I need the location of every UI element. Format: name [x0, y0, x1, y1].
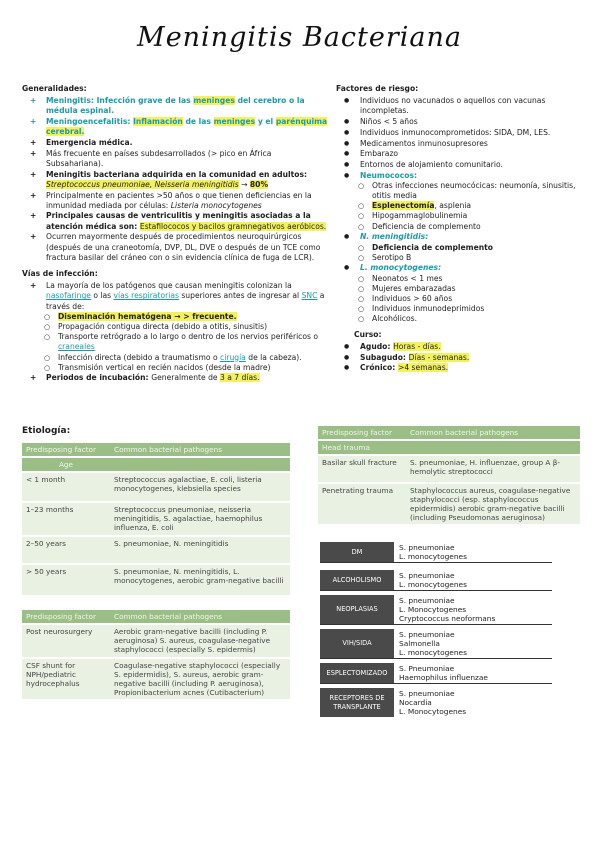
list-item: ○ Mujeres embarazadas: [336, 284, 581, 294]
page-title: Meningitis Bacteriana: [137, 22, 462, 53]
list-item: ○ Otras infecciones neumocócicas: neumonía, sinusitis, otitis media: [336, 181, 581, 201]
list-item: + Meningitis bacteriana adquirida en la comunidad en adultos: Streptococcus pneumoniae, Neisseria meningitidis → 80%: [22, 170, 328, 190]
list-item: ○ Infección directa (debido a traumatismo o cirugía de la cabeza).: [22, 353, 328, 363]
table-header: Common bacterial pathogens: [110, 443, 290, 456]
table-header: Predisposing factor: [22, 443, 110, 456]
table-row: Basilar skull fracture S. pneumoniae, H. influenzae, group A β-hemolytic streptococci: [318, 456, 580, 482]
list-item: ○ Alcohólicos.: [336, 314, 581, 324]
neurosurgery-table: [22, 608, 290, 701]
risk-groups: [320, 542, 552, 717]
list-item: ● Neumococos: ○ Otras infecciones neumocócicas: neumonía, sinusitis, otitis media ○ Esplenectomía, asplenia ○ Hipogammaglobulinemia ○ Deficiencia de complemento: [336, 171, 581, 232]
list-item: ● Entornos de alojamiento comunitario.: [336, 160, 581, 170]
list-item: ● L. monocytogenes: ○ Neonatos < 1 mes ○ Mujeres embarazadas ○ Individuos > 60 años ○ Individuos inmunodeprimidos ○ Alcohólicos.: [336, 263, 581, 324]
factores-heading: Factores de riesgo:: [336, 84, 419, 93]
list-item: ● Subagudo: Días - semanas.: [336, 353, 581, 363]
curso-list: [336, 342, 581, 374]
list-item: ○ Hipogammaglobulinemia: [336, 211, 581, 221]
list-item: ● Individuos inmunocomprometidos: SIDA, DM, LES.: [336, 128, 581, 138]
list-item: ● Embarazo: [336, 149, 581, 159]
table-row: 1–23 months Streptococcus pneumoniae, neisseria meningitidis, S. agalactiae, haemophilus influenza, E. coli: [22, 503, 290, 535]
table-row: < 1 month Streptococcus agalactiae, E. coli, listeria monocytogenes, klebsiella species: [22, 473, 290, 501]
table-subheader-empty: [406, 441, 580, 454]
list-item: ● N. meningitidis: ○ Deficiencia de complemento ○ Serotipo B: [336, 232, 581, 263]
list-item: ● Agudo: Horas - días.: [336, 342, 581, 352]
risk-row: ALCOHOLISMO S. pneumoniae L. monocytogenes: [320, 570, 552, 591]
table-header: Predisposing factor: [22, 610, 110, 623]
factores-list: [336, 96, 581, 324]
table-subheader: Age: [22, 458, 110, 471]
list-item: ○ Esplenectomía, asplenia: [336, 201, 581, 211]
list-item: + Principalmente en pacientes >50 años o que tienen deficiencias en la inmunidad mediada por células: Listeria monocytogenes: [22, 191, 328, 211]
list-item: ○ Serotipo B: [336, 253, 581, 263]
listeria-sublist: [336, 274, 581, 325]
table-header: Common bacterial pathogens: [110, 610, 290, 623]
head-trauma-table: [318, 424, 580, 526]
table-row: Post neurosurgery Aerobic gram-negative bacilli (including P. aeruginosa) S. aureus, coagulase-negative staphylococci (especially S. epidermis): [22, 625, 290, 657]
risk-row: NEOPLASIAS S. pneumoniae L. Monocytogenes Cryptococcus neoformans: [320, 595, 552, 625]
table-row: Penetrating trauma Staphylococcus aureus, coagulase-negative staphylococci (esp. staphylococcus epidermidis) aerobic gram-negative bacilli (including Pseudomonas aeruginosa): [318, 484, 580, 524]
risk-row: DM S. pneumoniae L. monocytogenes: [320, 542, 552, 563]
neumococos-sublist: [336, 181, 581, 232]
risk-row: RECEPTORES DE TRANSPLANTE S. pneumoniae Nocardia L. Monocytogenes: [320, 688, 552, 717]
list-item: ● Medicamentos inmunosupresores: [336, 139, 581, 149]
left-column: [22, 84, 328, 384]
list-item: + Más frecuente en países subdesarrollados (> pico en África Subsahariana).: [22, 149, 328, 169]
right-column: [336, 84, 581, 374]
list-item: ○ Propagación contigua directa (debido a otitis, sinusitis): [22, 322, 328, 332]
list-item: ○ Deficiencia de complemento: [336, 243, 581, 253]
table-row: CSF shunt for NPH/pediatric hydrocephalus Coagulase-negative staphylococci (especially S. epidermidis), S. aureus, aerobic gram-negative bacilli (including P. aeruginosa), Propionibacterium acnes (Cutibacterium): [22, 659, 290, 699]
risk-row: VIH/SIDA S. pneumoniae Salmonella L. monocytogenes: [320, 629, 552, 659]
list-item: ○ Transmisión vertical en recién nacidos (desde la madre): [22, 363, 328, 373]
curso-heading: Curso:: [354, 329, 382, 339]
list-item: + Periodos de incubación: Generalmente de 3 a 7 días.: [22, 373, 328, 383]
list-item: ● Niños < 5 años: [336, 117, 581, 127]
vias-sublist: [22, 312, 328, 373]
list-item: ○ Diseminación hematógena → > frecuente.: [22, 312, 328, 322]
vias-heading: Vías de infección:: [22, 268, 98, 278]
table-header: Common bacterial pathogens: [406, 426, 580, 439]
table-row: 2–50 years S. pneumoniae, N. meningitidis: [22, 537, 290, 563]
generalidades-list: [22, 96, 328, 263]
list-item: ○ Individuos > 60 años: [336, 294, 581, 304]
table-row: > 50 years S. pneumoniae, N. meningitidis, L. monocytogenes, aerobic gram-negative bacilli: [22, 565, 290, 595]
list-item: ○ Deficiencia de complemento: [336, 222, 581, 232]
meningitidis-sublist: [336, 243, 581, 263]
table-subheader-empty: [110, 458, 290, 471]
age-table: [22, 441, 290, 597]
list-item: + Meningoencefalitis: Inflamación de las meninges y el parénquima cerebral.: [22, 117, 328, 137]
etiologia-heading: Etiología:: [22, 426, 71, 436]
list-item: + Ocurren mayormente después de procedimientos neuroquirúrgicos (después de una craneotomía, DVP, DL, DVE o después de un TCE como fractura basilar del cráneo con o sin evidencia clínica de fuga de LCR).: [22, 232, 328, 263]
vias-list: [22, 281, 328, 384]
table-subheader: Head trauma: [318, 441, 406, 454]
list-item: ○ Individuos inmunodeprimidos: [336, 304, 581, 314]
list-item: ● Crónico: >4 semanas.: [336, 363, 581, 373]
list-item: + La mayoría de los patógenos que causan meningitis colonizan la nasofaringe o las vías respiratorias superiores antes de ingresar al SNC a través de: ○ Diseminación hematógena → > frecuente. ○ Propagación contigua directa (debido a otitis, sinusitis) ○ Transporte retrógrado a lo largo o dentro de los nervios periféricos o craneales ○ Infección directa (debido a traumatismo o cirugía de la cabeza). ○ Transmisión vertical en recién nacidos (desde la madre): [22, 281, 328, 373]
list-item: + Meningitis: Infección grave de las meninges del cerebro o la médula espinal.: [22, 96, 328, 116]
list-item: + Emergencia médica.: [22, 138, 328, 148]
list-item: ● Individuos no vacunados o aquellos con vacunas incompletas.: [336, 96, 581, 116]
risk-row: ESPLECTOMIZADO S. Pneumoniae Haemophilus influenzae: [320, 663, 552, 684]
table-header: Predisposing factor: [318, 426, 406, 439]
generalidades-heading: Generalidades:: [22, 84, 87, 93]
list-item: + Principales causas de ventriculitis y meningitis asociadas a la atención médica son: Estafilococos y bacilos gramnegativos aeróbicos.: [22, 211, 328, 231]
list-item: ○ Neonatos < 1 mes: [336, 274, 581, 284]
list-item: ○ Transporte retrógrado a lo largo o dentro de los nervios periféricos o craneales: [22, 332, 328, 352]
